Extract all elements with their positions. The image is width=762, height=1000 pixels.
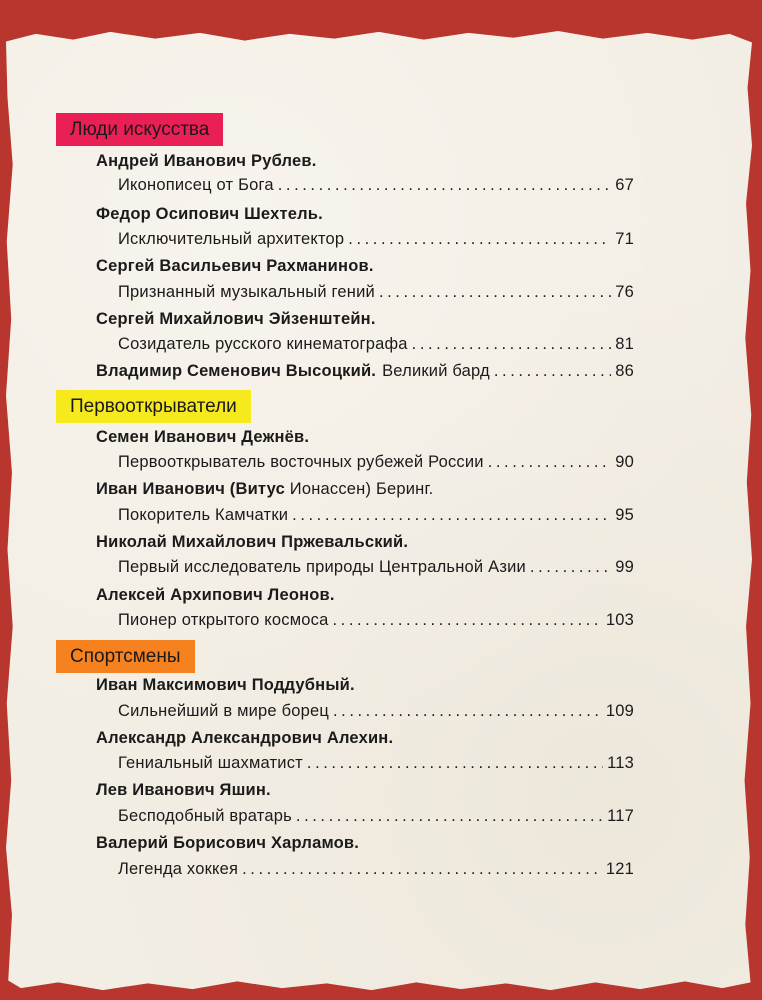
section-heading-sport: Спортсмены bbox=[56, 640, 195, 673]
toc-leader-dots bbox=[332, 609, 601, 631]
toc-author: Иван Максимович Поддубный. bbox=[96, 676, 355, 694]
toc-author: Федор Осипович Шехтель. bbox=[96, 205, 323, 223]
toc-entry[interactable] bbox=[118, 858, 634, 880]
toc-author: Сергей Васильевич Рахманинов. bbox=[96, 257, 374, 275]
toc-leader-dots bbox=[296, 805, 603, 827]
toc-title: Созидатель русского кинематографа bbox=[118, 335, 408, 353]
toc-title: Бесподобный вратарь bbox=[118, 807, 292, 825]
toc-entry[interactable] bbox=[118, 228, 634, 250]
toc-page-number: 103 bbox=[605, 611, 634, 629]
section-heading-discoverers: Первооткрыватели bbox=[56, 390, 251, 423]
toc-leader-dots bbox=[488, 451, 612, 473]
toc-entry[interactable] bbox=[118, 609, 634, 631]
toc-author: Алексей Архипович Леонов. bbox=[96, 586, 335, 604]
toc-author-rest: Ионассен) Беринг. bbox=[289, 480, 434, 498]
toc-entry[interactable] bbox=[118, 504, 634, 526]
toc-page-number: 121 bbox=[605, 860, 634, 878]
toc-page-number: 81 bbox=[615, 335, 634, 353]
toc-author: Николай Михайлович Пржевальский. bbox=[96, 533, 409, 551]
toc-entry[interactable] bbox=[118, 805, 634, 827]
toc-entry[interactable] bbox=[118, 451, 634, 473]
toc-page-number: 76 bbox=[615, 283, 634, 301]
toc-leader-dots bbox=[242, 858, 602, 880]
toc-title: Признанный музыкальный гений bbox=[118, 283, 375, 301]
toc-leader-dots bbox=[379, 281, 611, 303]
toc-entry[interactable] bbox=[118, 281, 634, 303]
toc-author: Лев Иванович Яшин. bbox=[96, 781, 271, 799]
toc-page-number: 71 bbox=[615, 230, 634, 248]
toc-leader-dots bbox=[412, 333, 612, 355]
toc-page-number: 86 bbox=[615, 362, 634, 380]
toc-leader-dots bbox=[348, 228, 611, 250]
toc-page-number: 117 bbox=[607, 807, 634, 825]
toc-title: Иконописец от Бога bbox=[118, 176, 274, 194]
toc-page-number: 95 bbox=[615, 506, 634, 524]
toc-author: Сергей Михайлович Эйзенштейн. bbox=[96, 310, 376, 328]
toc-leader-dots bbox=[333, 700, 602, 722]
toc-page-number: 113 bbox=[607, 754, 634, 772]
toc-page-number: 90 bbox=[615, 453, 634, 471]
toc-title: Гениальный шахматист bbox=[118, 754, 303, 772]
toc-title: Первооткрыватель восточных рубежей России bbox=[118, 453, 484, 471]
toc-leader-dots bbox=[292, 504, 611, 526]
toc-title: Сильнейший в мире борец bbox=[118, 702, 329, 720]
toc-title: Великий бард bbox=[382, 362, 490, 380]
section-heading-art: Люди искусства bbox=[56, 113, 223, 146]
toc-author bbox=[96, 478, 433, 500]
toc-leader-dots bbox=[494, 360, 611, 382]
toc-title: Первый исследователь природы Центральной Азии bbox=[118, 558, 526, 576]
toc-author: Владимир Семенович Высоцкий. bbox=[96, 362, 377, 380]
toc-leader-dots bbox=[278, 174, 612, 196]
toc-entry[interactable] bbox=[118, 752, 634, 774]
toc-leader-dots bbox=[307, 752, 603, 774]
toc-author-bold: Иван Иванович (Витус bbox=[96, 480, 285, 498]
toc-entry[interactable] bbox=[118, 556, 634, 578]
toc-title: Исключительный архитектор bbox=[118, 230, 345, 248]
toc-title: Покоритель Камчатки bbox=[118, 506, 289, 524]
toc-entry[interactable] bbox=[118, 333, 634, 355]
toc-leader-dots bbox=[530, 556, 611, 578]
toc-entry[interactable] bbox=[96, 360, 634, 382]
toc-page-number: 67 bbox=[615, 176, 634, 194]
toc-page-number: 99 bbox=[615, 558, 634, 576]
toc-author: Александр Александрович Алехин. bbox=[96, 729, 394, 747]
toc-title: Пионер открытого космоса bbox=[118, 611, 329, 629]
toc-author: Валерий Борисович Харламов. bbox=[96, 834, 360, 852]
toc-page-number: 109 bbox=[605, 702, 634, 720]
toc-entry[interactable] bbox=[118, 174, 634, 196]
toc-entry[interactable] bbox=[118, 700, 634, 722]
toc-title: Легенда хоккея bbox=[118, 860, 239, 878]
toc-author: Андрей Иванович Рублев. bbox=[96, 152, 317, 170]
toc-author: Семен Иванович Дежнёв. bbox=[96, 428, 310, 446]
